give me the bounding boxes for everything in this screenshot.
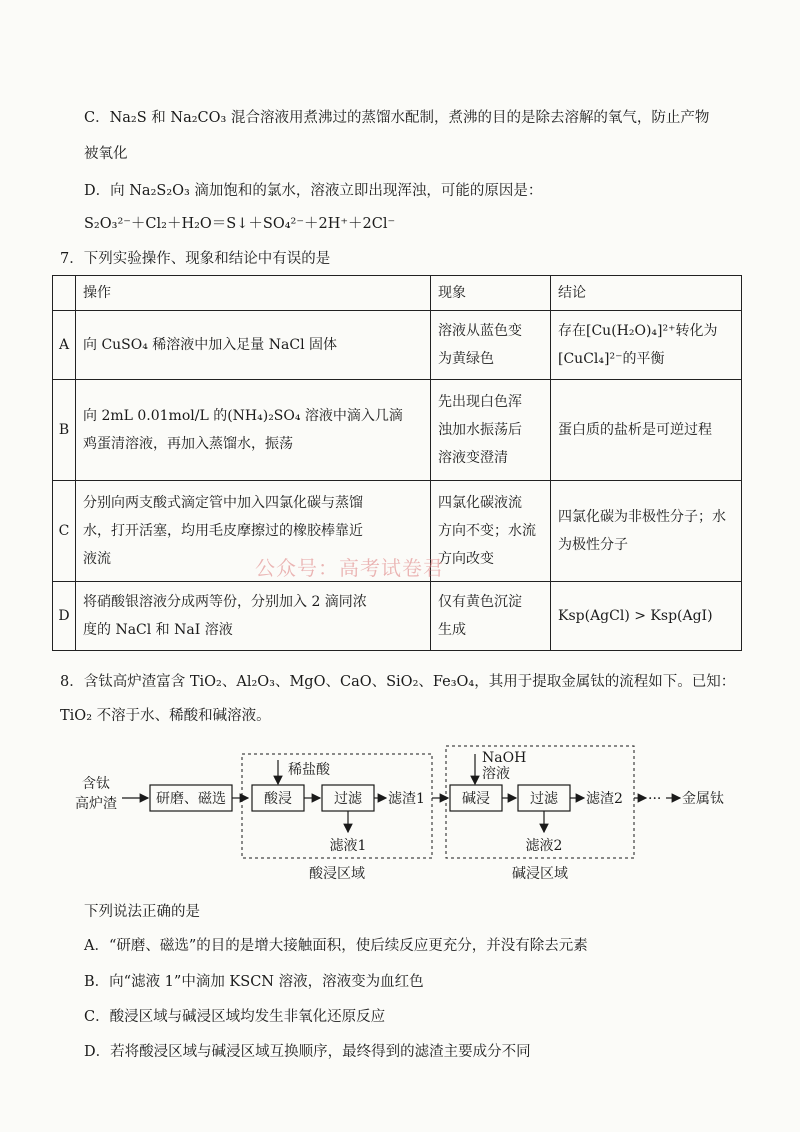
flow-product: 金属钛 (682, 791, 724, 807)
conclusion-line: 蛋白质的盐析是可逆过程 (558, 422, 712, 438)
flow-acid-reagent: 稀盐酸 (288, 762, 330, 778)
flow-base-reagent-line2: 溶液 (482, 766, 510, 782)
phenomenon-line: 生成 (438, 622, 466, 638)
phenomenon-line: 方向不变；水流 (438, 523, 536, 539)
row-label: C (53, 481, 76, 582)
row-conclusion (551, 582, 742, 651)
q6-option-c-line2: 被氧化 (84, 146, 128, 162)
q6-option-d: D．向 Na₂S₂O₃ 滴加饱和的氯水，溶液立即出现浑浊，可能的原因是： (84, 183, 543, 199)
q8-ask: 下列说法正确的是 (84, 904, 200, 920)
row-operation (76, 380, 431, 481)
flow-base-leach: 碱浸 (462, 791, 490, 807)
flow-filtrate1: 滤液1 (329, 838, 367, 854)
row-conclusion (551, 311, 742, 380)
flow-base-zone: 碱浸区域 (512, 866, 568, 882)
q8-stem-line1: 8．含钛高炉渣富含 TiO₂、Al₂O₃、MgO、CaO、SiO₂、Fe₃O₄，其用于提取金属钛的流程如下。已知： (60, 674, 736, 690)
phenomenon-line: 方向改变 (438, 551, 494, 567)
operation-line: 水，打开活塞，均用毛皮摩擦过的橡胶棒靠近 (83, 523, 363, 539)
q8-option-d: D．若将酸浸区域与碱浸区域互换顺序，最终得到的滤渣主要成分不同 (84, 1044, 531, 1060)
q6-equation: S₂O₃²⁻＋Cl₂＋H₂O＝S↓＋SO₄²⁻＋2H⁺＋2Cl⁻ (84, 216, 396, 232)
watermark: 公众号：高考试卷君 (255, 556, 444, 580)
row-conclusion (551, 481, 742, 582)
conclusion-line: [CuCl₄]²⁻的平衡 (558, 351, 665, 367)
flow-start-line1: 含钛 (82, 776, 110, 792)
flow-acid-leach: 酸浸 (264, 791, 292, 807)
header-operation: 操作 (76, 276, 431, 311)
row-label: B (53, 380, 76, 481)
flow-filter1: 过滤 (334, 791, 362, 807)
row-operation (76, 311, 431, 380)
table-row (53, 380, 742, 481)
flow-base-reagent-line1: NaOH (482, 750, 527, 766)
flow-residue1: 滤渣1 (388, 791, 425, 807)
q8-stem-line2: TiO₂ 不溶于水、稀酸和碱溶液。 (60, 708, 271, 724)
row-label: A (53, 311, 76, 380)
flow-acid-zone: 酸浸区域 (309, 866, 365, 882)
q7-table (52, 275, 742, 651)
flow-start-line2: 高炉渣 (75, 796, 117, 812)
phenomenon-line: 四氯化碳液流 (438, 495, 522, 511)
row-label: D (53, 582, 76, 651)
phenomenon-line: 仅有黄色沉淀 (438, 594, 522, 610)
flow-grind: 研磨、磁选 (156, 791, 226, 807)
flow-filtrate2: 滤液2 (525, 838, 563, 854)
conclusion-line: 为极性分子 (558, 537, 628, 553)
row-phenomenon (431, 311, 551, 380)
table-row (53, 582, 742, 651)
header-conclusion: 结论 (551, 276, 742, 311)
header-label (53, 276, 76, 311)
operation-line: 向 CuSO₄ 稀溶液中加入足量 NaCl 固体 (83, 337, 337, 353)
row-phenomenon (431, 380, 551, 481)
header-phenomenon: 现象 (431, 276, 551, 311)
row-phenomenon (431, 582, 551, 651)
table-row (53, 311, 742, 380)
conclusion-line: 存在[Cu(H₂O)₄]²⁺转化为 (558, 323, 718, 339)
phenomenon-line: 溶液从蓝色变 (438, 323, 522, 339)
row-phenomenon (431, 481, 551, 582)
flow-residue2: 滤渣2 (586, 791, 623, 807)
q8-option-b: B．向“滤液 1”中滴加 KSCN 溶液，溶液变为血红色 (84, 974, 424, 990)
flow-dots: ··· (648, 791, 662, 807)
row-conclusion (551, 380, 742, 481)
q6-option-c-line1: C．Na₂S 和 Na₂CO₃ 混合溶液用煮沸过的蒸馏水配制，煮沸的目的是除去溶解的氧气，防止产物 (84, 110, 710, 126)
conclusion-line: 四氯化碳为非极性分子；水 (558, 509, 726, 525)
conclusion-line: Ksp(AgCl) > Ksp(AgI) (558, 608, 713, 624)
table-header-row (53, 276, 742, 311)
operation-line: 向 2mL 0.01mol/L 的(NH₄)₂SO₄ 溶液中滴入几滴 (83, 408, 403, 424)
phenomenon-line: 浊加水振荡后 (438, 422, 522, 438)
phenomenon-line: 为黄绿色 (438, 351, 494, 367)
row-operation (76, 582, 431, 651)
process-flow-diagram (70, 740, 760, 890)
flow-filter2: 过滤 (530, 791, 558, 807)
q8-option-a: A．“研磨、磁选”的目的是增大接触面积，使后续反应更充分，并没有除去元素 (84, 938, 588, 954)
operation-line: 将硝酸银溶液分成两等份，分别加入 2 滴同浓 (83, 594, 367, 610)
phenomenon-line: 溶液变澄清 (438, 450, 508, 466)
operation-line: 液流 (83, 551, 111, 567)
phenomenon-line: 先出现白色浑 (438, 394, 522, 410)
q8-option-c: C．酸浸区域与碱浸区域均发生非氧化还原反应 (84, 1009, 386, 1025)
operation-line: 鸡蛋清溶液，再加入蒸馏水，振荡 (83, 436, 293, 452)
operation-line: 分别向两支酸式滴定管中加入四氯化碳与蒸馏 (83, 495, 363, 511)
q7-stem: 7．下列实验操作、现象和结论中有误的是 (60, 251, 331, 267)
operation-line: 度的 NaCl 和 NaI 溶液 (83, 622, 233, 638)
